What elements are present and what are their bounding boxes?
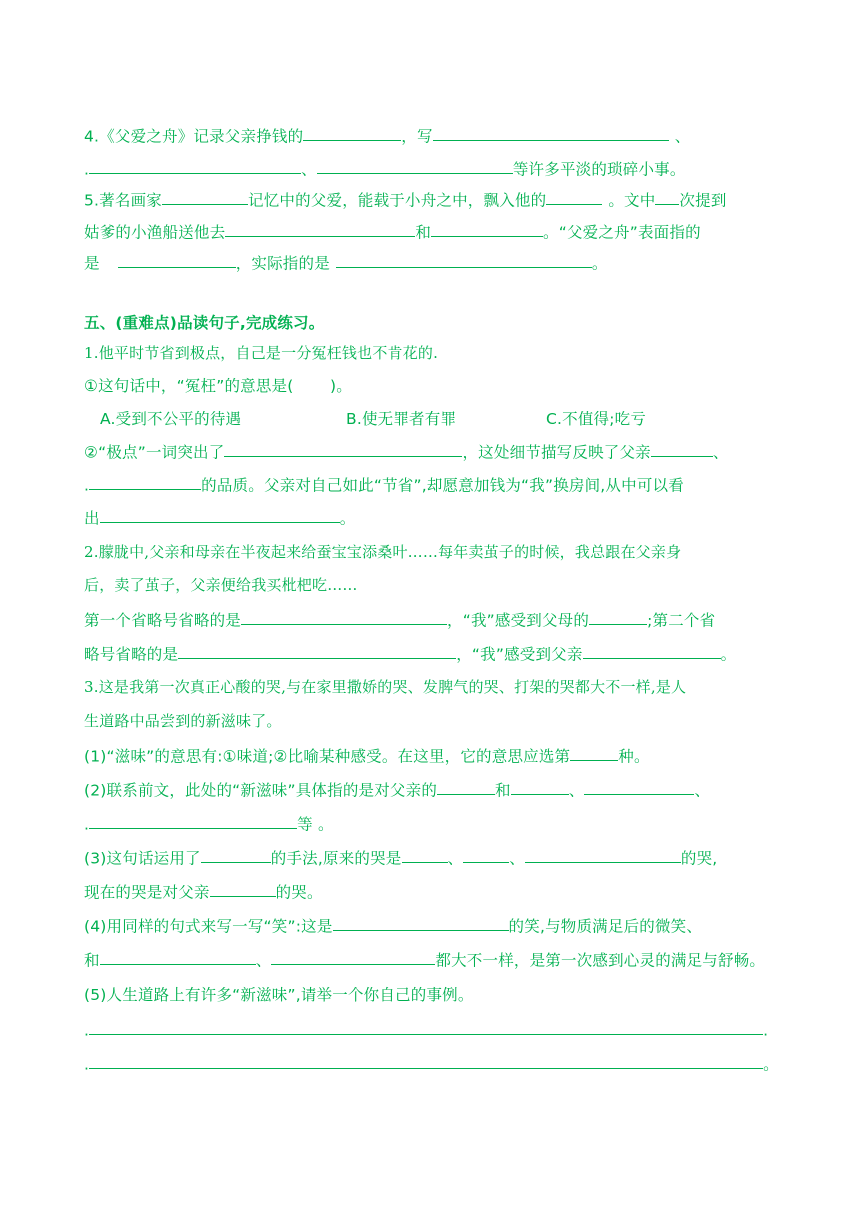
s3-p4-text-b: 的笑,与物质满足后的微笑、 — [508, 917, 703, 936]
s2-text-e: ，“我”感受到父亲 — [456, 645, 583, 664]
s3-p2-text-d: 、 — [694, 781, 711, 800]
s2-question-line-2 — [84, 642, 736, 664]
blank[interactable] — [333, 914, 509, 931]
blank[interactable] — [210, 880, 276, 897]
s3-part-2-line-1 — [84, 778, 710, 800]
s3-p3-text-b: 的手法,原来的哭是 — [270, 849, 402, 868]
s2-text-c: ;第二个省 — [647, 611, 716, 630]
question-4-line-2: . 、 等许多平淡的琐碎小事。 — [84, 157, 686, 179]
q5-text-a: 5.著名画家 — [84, 191, 162, 210]
s3-p2-text-b: 和 — [495, 781, 511, 800]
blank[interactable] — [584, 778, 694, 795]
blank[interactable] — [225, 220, 415, 237]
s1-q2-text-d: 的品质。父亲对自己如此“节省”,却愿意加钱为“我”换房间,从中可以看 — [201, 476, 684, 495]
q5-text-d: 次提到 — [679, 191, 727, 210]
blank[interactable] — [402, 846, 448, 863]
s3-p3-text-c: 、 — [447, 849, 464, 868]
blank[interactable] — [525, 846, 681, 863]
blank[interactable] — [89, 157, 301, 174]
blank[interactable] — [271, 948, 435, 965]
blank[interactable] — [224, 440, 462, 457]
s3-p2-text-c: 、 — [568, 781, 585, 800]
question-5-line-3 — [84, 251, 608, 273]
q5-text-i: ，实际指的是 — [235, 254, 330, 273]
s2-text-d: 略号省略的是 — [84, 645, 179, 664]
s3-part-2-line-2: . 等 。 — [84, 812, 334, 834]
q5-text-j: 。 — [591, 254, 608, 273]
s3-p2-text-e: 等 。 — [297, 815, 334, 834]
q4-text-c: 、 — [674, 127, 691, 146]
s1-q2-text-f: 。 — [339, 509, 356, 528]
s2-question-line-1 — [84, 608, 715, 630]
s3-part-5: (5)人生道路上有许多“新滋味”,请举一个你自己的事例。 — [84, 986, 474, 1004]
s1-options — [100, 407, 646, 429]
s1-question-1: ①这句话中，“冤枉”的意思是( )。 — [84, 377, 352, 395]
answer-line-1: . . — [84, 1018, 768, 1039]
s3-p4-text-e: 都大不一样，是第一次感到心灵的满足与舒畅。 — [435, 951, 766, 970]
question-5-line-1 — [84, 188, 727, 210]
blank[interactable] — [201, 846, 271, 863]
s1-question-2-line-2: . 的品质。父亲对自己如此“节省”,却愿意加钱为“我”换房间,从中可以看 — [84, 473, 684, 495]
answer-line-2-end: 。 — [763, 1055, 779, 1074]
s3-part-3-line-2 — [84, 880, 323, 902]
blank[interactable] — [336, 251, 592, 268]
blank[interactable] — [118, 251, 236, 268]
q4-text-e: 等许多平淡的琐碎小事。 — [512, 160, 686, 179]
blank[interactable] — [178, 642, 456, 659]
s1-q2-text-a: ②“极点”一词突出了 — [84, 443, 225, 462]
s2-text-a: 第一个省略号省略的是 — [84, 611, 242, 630]
q4-text-d: 、 — [301, 160, 317, 179]
blank[interactable] — [463, 846, 509, 863]
q5-text-g: 。“父爱之舟”表面指的 — [543, 223, 701, 242]
q5-text-e: 姑爹的小渔船送他去 — [84, 223, 226, 242]
question-4-line-1 — [84, 124, 690, 146]
blank[interactable] — [546, 188, 602, 205]
s3-p3-text-a: (3)这句话运用了 — [84, 849, 201, 868]
sentence-3-quote-line-1: 3.这是我第一次真正心酸的哭,与在家里撒娇的哭、发脾气的哭、打架的哭都大不一样,是人 — [84, 678, 687, 696]
s3-p3-text-f: 现在的哭是对父亲 — [84, 883, 210, 902]
q5-text-f: 和 — [415, 223, 432, 242]
blank[interactable] — [570, 744, 618, 761]
option-b[interactable]: B.使无罪者有罪 — [346, 410, 457, 428]
q5-text-h: 是 — [84, 254, 100, 273]
blank[interactable] — [511, 778, 569, 795]
blank[interactable] — [89, 812, 297, 829]
blank[interactable] — [162, 188, 248, 205]
s3-p2-text-a: (2)联系前文，此处的“新滋味”具体指的是对父亲的 — [84, 781, 438, 800]
q4-text-a: 4.《父爱之舟》记录父亲挣钱的 — [84, 127, 304, 146]
s3-p4-text-d: 、 — [255, 951, 272, 970]
s3-p3-text-e: 的哭, — [680, 849, 718, 868]
answer-line-2: . 。 — [84, 1052, 779, 1074]
s3-p3-text-g: 的哭。 — [275, 883, 323, 902]
sentence-1-quote: 1.他平时节省到极点，自己是一分冤枉钱也不肯花的. — [84, 344, 439, 362]
answer-line-1-end: . — [763, 1021, 769, 1040]
blank[interactable] — [100, 948, 256, 965]
option-c[interactable]: C.不值得;吃亏 — [546, 410, 647, 428]
q4-text-b: ，写 — [401, 127, 433, 146]
s3-part-3-line-1 — [84, 846, 717, 868]
section-heading: 五、(重难点)品读句子,完成练习。 — [84, 314, 325, 332]
blank[interactable] — [651, 440, 713, 457]
sentence-2-quote-line-2: 后，卖了茧子，父亲便给我买枇杷吃…… — [84, 576, 358, 594]
blank[interactable] — [100, 506, 340, 523]
answer-blank[interactable] — [89, 1052, 763, 1069]
sentence-2-quote-line-1: 2.朦胧中,父亲和母亲在半夜起来给蚕宝宝添桑叶……每年卖茧子的时候，我总跟在父亲身 — [84, 543, 682, 561]
s3-p1-text-a: (1)“滋味”的意思有:①味道;②比喻某种感受。在这里，它的意思应选第 — [84, 747, 571, 766]
option-a[interactable]: A.受到不公平的待遇 — [100, 410, 242, 428]
blank[interactable] — [89, 473, 201, 490]
s1-question-2-line-1 — [84, 440, 729, 462]
blank[interactable] — [303, 124, 401, 141]
answer-blank[interactable] — [89, 1018, 763, 1035]
question-5-line-2 — [84, 220, 701, 242]
blank[interactable] — [655, 188, 679, 205]
blank[interactable] — [583, 642, 721, 659]
blank[interactable] — [317, 157, 513, 174]
sentence-3-quote-line-2: 生道路中品尝到的新滋味了。 — [84, 712, 282, 730]
s2-text-b: ，“我”感受到父母的 — [447, 611, 590, 630]
s3-part-1 — [84, 744, 650, 766]
s3-part-4-line-1 — [84, 914, 702, 936]
s3-part-4-line-2 — [84, 948, 765, 970]
s3-p4-text-c: 和 — [84, 951, 100, 970]
s3-p3-text-d: 、 — [509, 849, 525, 868]
q5-text-b: 记忆中的父爱，能载于小舟之中，飘入他的 — [248, 191, 547, 210]
s1-q2-text-e: 出 — [84, 509, 100, 528]
s1-q2-text-b: ，这处细节描写反映了父亲 — [462, 443, 651, 462]
s3-p4-text-a: (4)用同样的句式来写一写“笑”:这是 — [84, 917, 333, 936]
blank[interactable] — [241, 608, 447, 625]
s3-p1-text-b: 种。 — [618, 747, 650, 766]
s2-text-f: 。 — [720, 645, 737, 664]
blank[interactable] — [431, 220, 543, 237]
s1-question-2-line-3 — [84, 506, 355, 528]
q5-text-c: 。文中 — [608, 191, 656, 210]
blank[interactable] — [589, 608, 647, 625]
s1-q2-text-c: 、 — [712, 443, 729, 462]
blank[interactable] — [433, 124, 669, 141]
blank[interactable] — [437, 778, 495, 795]
